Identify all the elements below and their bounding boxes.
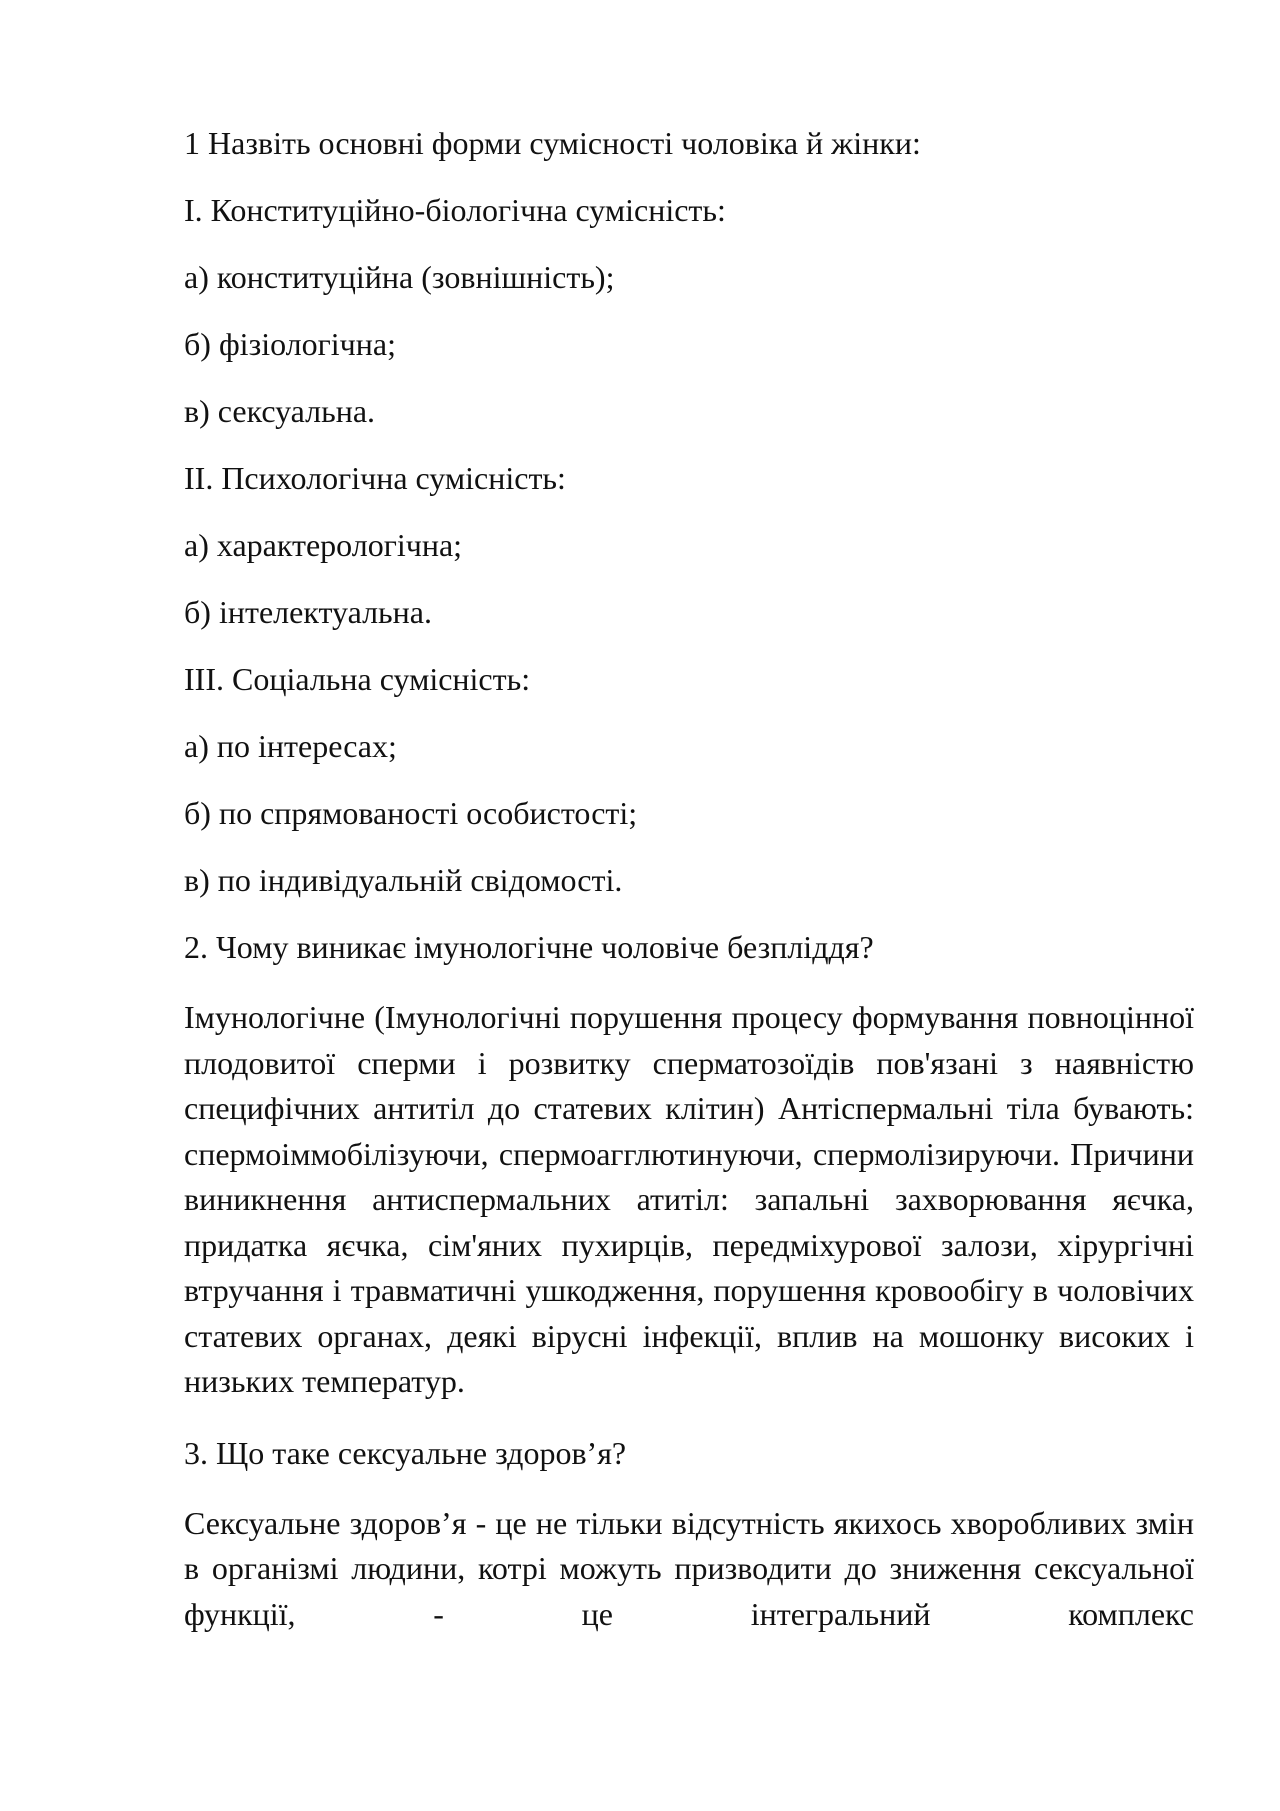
list-item: б) інтелектуальна. [184,594,432,630]
list-item: б) по спрямованості особистості; [184,795,638,831]
question-2-heading: 2. Чому виникає імунологічне чоловіче безпліддя? [184,929,874,965]
list-item: в) сексуальна. [184,393,376,429]
list-item: в) по індивідуальній свідомості. [184,862,623,898]
section-2-heading: II. Психологічна сумісність: [184,460,566,496]
section-1-heading: I. Конституційно-біологічна сумісність: [184,192,726,228]
list-item: а) по інтересах; [184,728,397,764]
list-item: а) характерологічна; [184,527,463,563]
question-3-heading: 3. Що таке сексуальне здоров’я? [184,1434,627,1471]
sexual-health-paragraph: Сексуальне здоров’я - це не тільки відсутність якихось хворобливих змін в організмі людини, котрі можуть призводити до зниження сексуальної функції, - це інтегральний комплекс [184,1504,1194,1632]
list-item: б) фізіологічна; [184,326,396,362]
list-item: а) конституційна (зовнішність); [184,259,615,295]
immunology-paragraph: Імунологічне (Імунологічні порушення процесу формування повноцінної плодовитої сперми і розвитку сперматозоїдів пов'язані з наявністю специфічних антитіл до статевих клітин) Антіспермальні тіла бувають: спермоіммобілізуючи, спермоагглютинуючи, спермолізируючи. Причини виникнення антиспермальних атитіл: запальні захворювання яєчка, придатка яєчка, сім'яних пухирців, передміхурової залози, хірургічні втручання і травматичні ушкодження, порушення кровообігу в чоловічих статевих органах, деякі вірусні інфекції, вплив на мошонку високих і низьких температур. [184,999,1194,1399]
document-body [184,124,1194,1666]
question-1-heading: 1 Назвіть основні форми сумісності чоловіка й жінки: [184,125,921,161]
section-3-heading: III. Соціальна сумісність: [184,661,531,697]
